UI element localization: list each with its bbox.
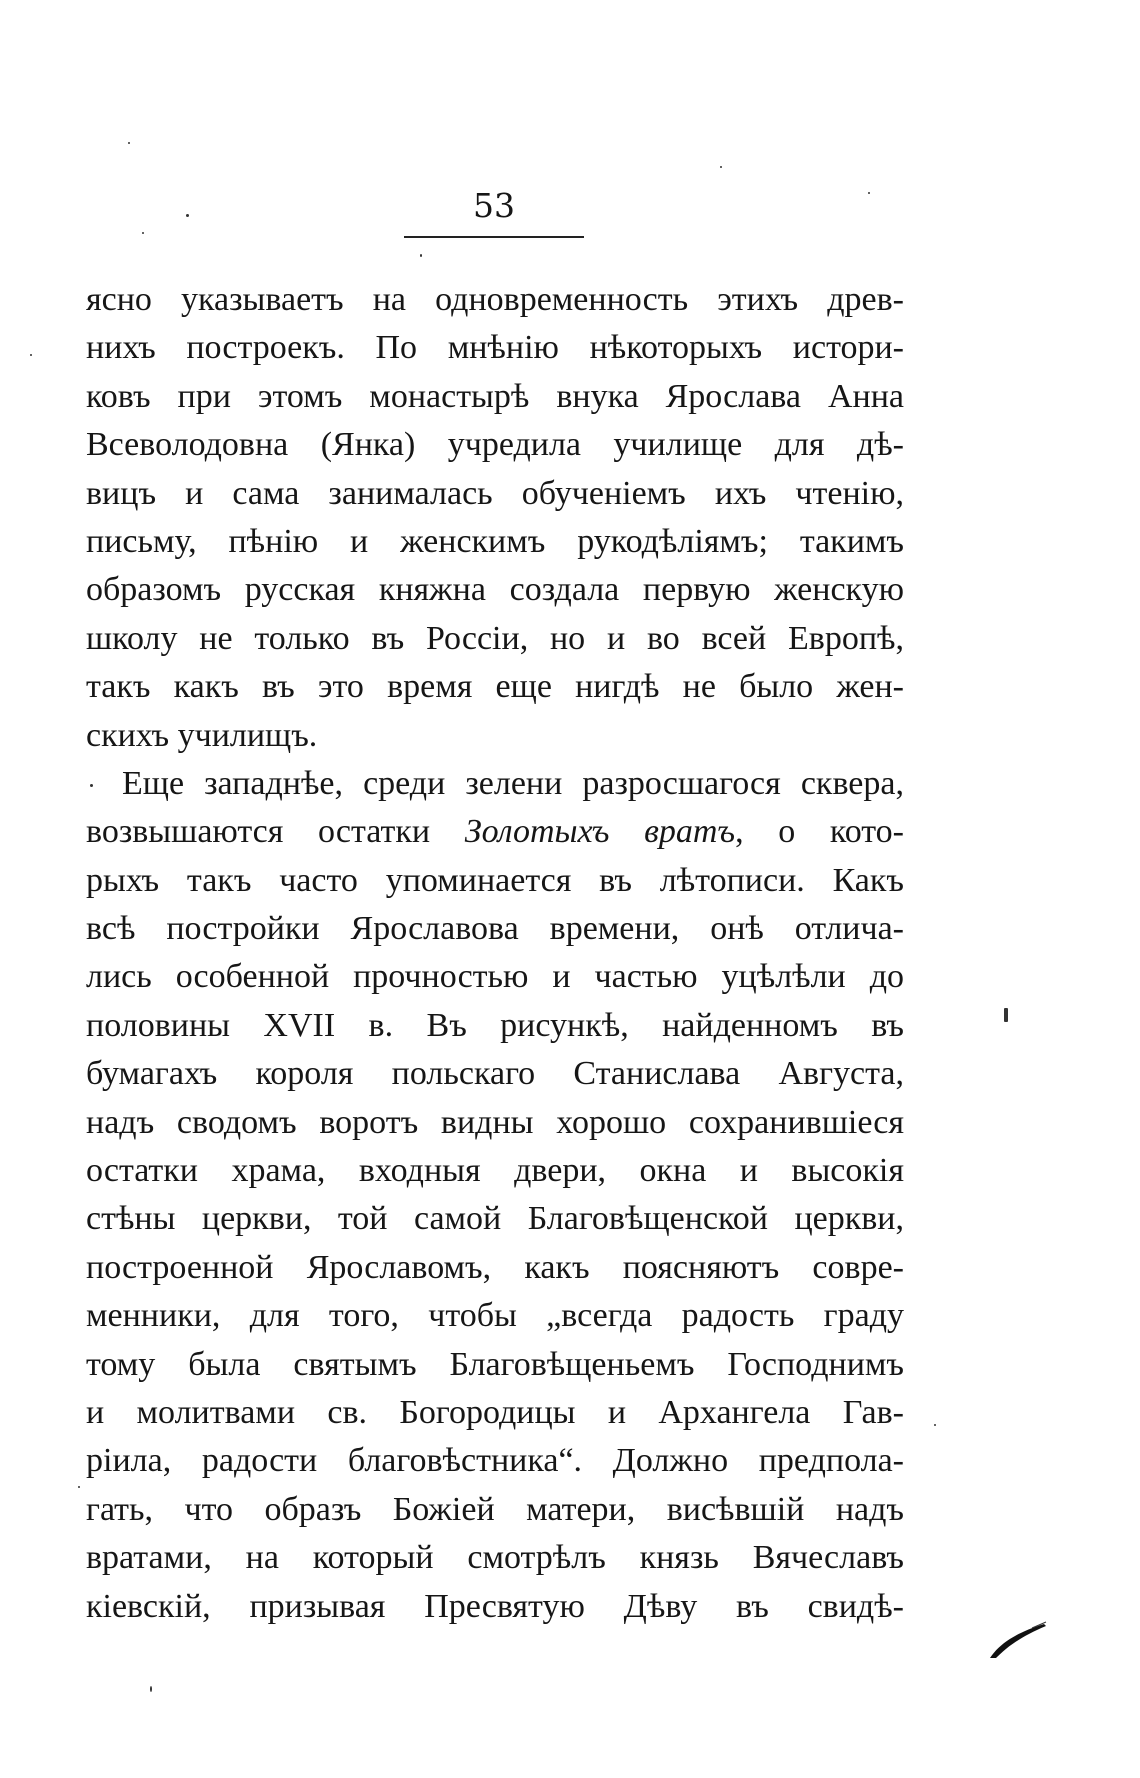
text-line: Еще западнѣе, среди зелени разросшагося сквера, [122, 764, 904, 802]
italic-phrase: Золотыхъ вратъ [464, 813, 736, 851]
text-line: рыхъ такъ часто упоминается въ лѣтописи. Какъ [86, 861, 904, 899]
scan-speck [868, 192, 870, 194]
page-number: 53 [473, 186, 515, 225]
scan-speck [420, 254, 422, 257]
text-line: письму, пѣнію и женскимъ рукодѣліямъ; такимъ [86, 522, 904, 560]
scan-speck [720, 166, 722, 168]
text-line: тому была святымъ Благовѣщеньемъ Господнимъ [86, 1345, 904, 1383]
scan-speck [30, 354, 32, 356]
scan-speck [128, 142, 130, 144]
text-line: такъ какъ въ это время еще нигдѣ не было жен- [86, 668, 904, 706]
text-line: возвышаются остатки Золотыхъ вратъ, о кото- [86, 813, 905, 851]
scan-speck [186, 214, 189, 217]
text-line: всѣ постройки Ярославова времени, онѣ отлича- [86, 910, 904, 948]
text-line: нихъ построекъ. По мнѣнію нѣкоторыхъ истори- [86, 329, 904, 367]
text-line: кіевскій, призывая Пресвятую Дѣву въ свидѣ- [86, 1587, 904, 1625]
scan-speck [78, 1486, 80, 1488]
text-line: вицъ и сама занималась обученіемъ ихъ чтенію, [86, 474, 904, 512]
text-line: остатки храма, входныя двери, окна и высокія [86, 1152, 904, 1190]
text-line: построенной Ярославомъ, какъ поясняютъ совре- [86, 1248, 904, 1286]
text-line: гать, что образъ Божіей матери, висѣвшій надъ [86, 1490, 904, 1528]
text-line: скихъ училищъ. [86, 716, 318, 754]
text-line: Всеволодовна (Янка) учредила училище для дѣ- [86, 426, 904, 464]
header-rule [404, 236, 584, 238]
text-line: ясно указываетъ на одновременность этихъ древ- [86, 281, 904, 318]
text-line: половины XVII в. Въ рисункѣ, найденномъ въ [86, 1006, 904, 1044]
scan-speck [934, 1424, 936, 1426]
scan-speck [1004, 1008, 1008, 1022]
scan-speck [142, 232, 144, 234]
text-line: и молитвами св. Богородицы и Архангела Гав- [86, 1393, 904, 1431]
text-line: лись особенной прочностью и частью уцѣлѣли до [86, 958, 904, 996]
text-line: образомъ русская княжна создала первую женскую [86, 571, 904, 609]
text-line: стѣны церкви, той самой Благовѣщенской церкви, [86, 1200, 904, 1238]
text-line: ріила, радости благовѣстника“. Должно предпола- [86, 1442, 904, 1480]
text-line: вратами, на который смотрѣлъ князь Вячеславъ [86, 1539, 904, 1577]
text-line: надъ сводомъ воротъ видны хорошо сохранившіеся [86, 1103, 904, 1141]
text-line: бумагахъ короля польскаго Станислава Августа, [86, 1055, 904, 1093]
text-line: менники, для того, чтобы „всегда радость граду [86, 1297, 904, 1335]
scan-speck [90, 784, 93, 787]
text-line: ковъ при этомъ монастырѣ внука Ярослава Анна [86, 377, 904, 415]
text-line: школу не только въ Россіи, но и во всей Европѣ, [86, 619, 904, 657]
scan-speck [150, 1686, 152, 1692]
body-text [86, 276, 904, 1631]
ink-smudge [988, 1620, 1048, 1660]
